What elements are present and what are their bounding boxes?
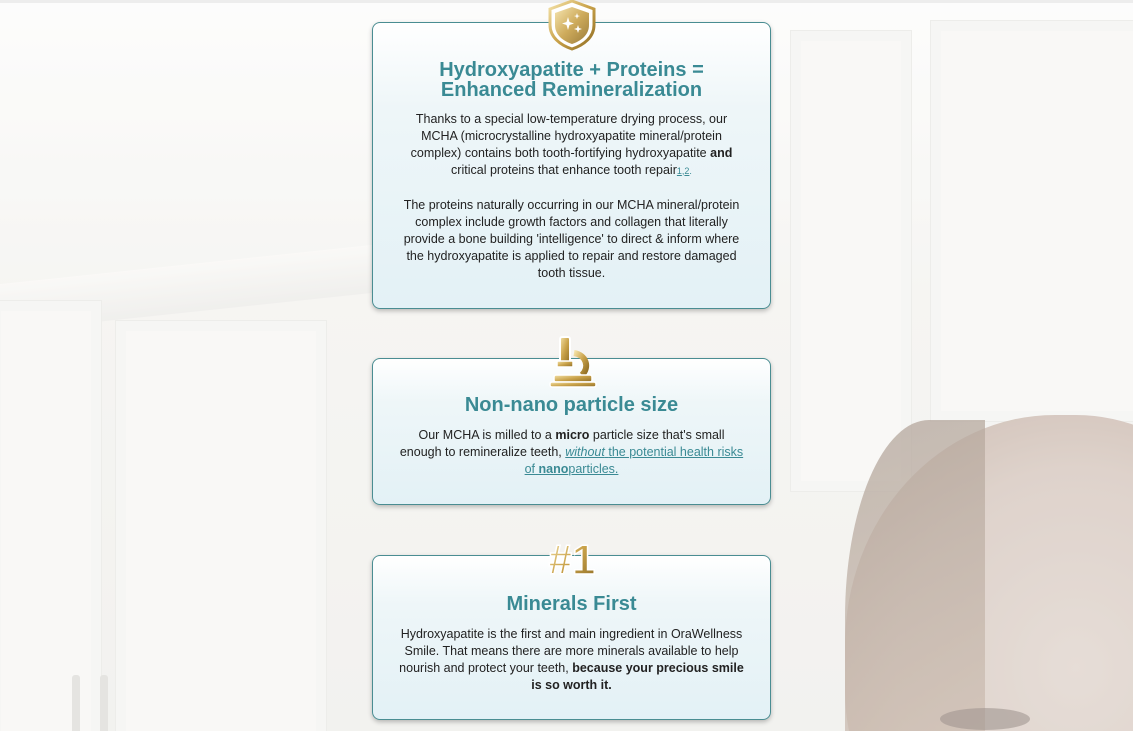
number-one-icon bbox=[542, 534, 602, 582]
feature-card-non-nano bbox=[372, 358, 771, 505]
card-body: Hydroxyapatite is the first and main ingredient in OraWellness Smile. That means there are more minerals available to help nourish and protect your teeth, because your precious smile is so worth it. bbox=[399, 627, 744, 692]
feature-card-remineralization bbox=[372, 22, 771, 309]
reference-link-1[interactable]: 1 bbox=[676, 166, 682, 176]
card-title: Hydroxyapatite + Proteins = Enhanced Remineralization bbox=[439, 59, 704, 101]
shield-sparkle-icon bbox=[546, 0, 598, 51]
card-title: Non-nano particle size bbox=[464, 394, 679, 416]
feature-card-minerals-first bbox=[372, 536, 771, 720]
microscope-icon bbox=[546, 333, 598, 389]
nano-risks-link[interactable]: without the potential health risks of nanoparticles. bbox=[524, 445, 744, 476]
reference-link-2[interactable]: 2 bbox=[684, 166, 690, 176]
badge-label: #1 bbox=[548, 536, 595, 582]
card-body-secondary: The proteins naturally occurring in our MCHA mineral/protein complex include growth factors and collagen that literally provide a bone building 'intelligence' to direct & inform where the hydroxyapatite is applied to repair and restore damaged tooth tissue. bbox=[403, 198, 740, 280]
card-body: Our MCHA is milled to a micro particle size that's small enough to remineralize teeth, without the potential health risks of nanoparticles. bbox=[399, 428, 744, 476]
card-title: Minerals First bbox=[506, 593, 637, 615]
card-body: Thanks to a special low-temperature drying process, our MCHA (microcrystalline hydroxyapatite mineral/protein complex) contains both tooth-fortifying hydroxyapatite and critical proteins that enhance tooth repair1,2. bbox=[410, 112, 733, 177]
